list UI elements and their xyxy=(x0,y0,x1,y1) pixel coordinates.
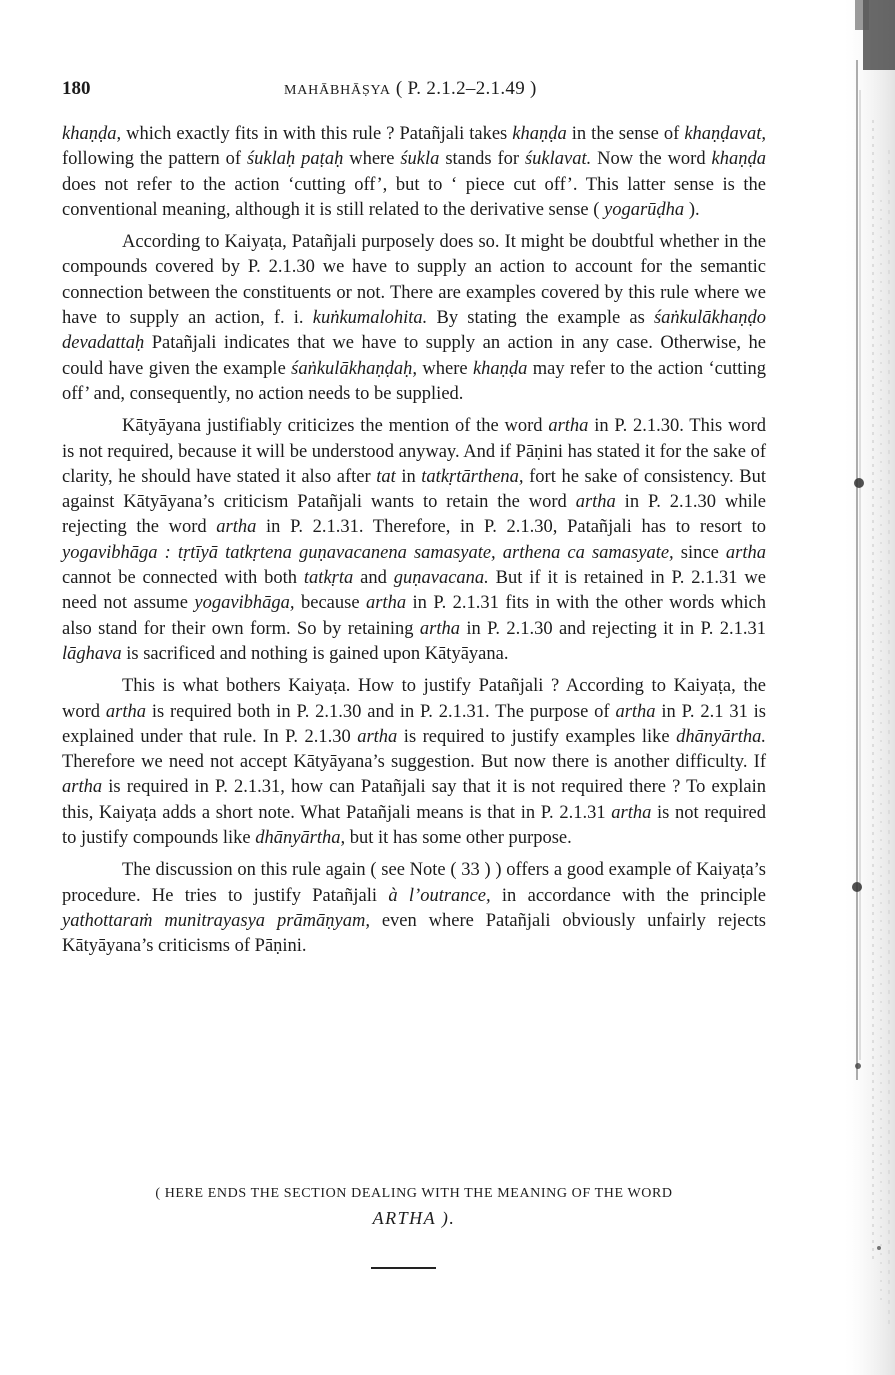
text-run: following the pattern of xyxy=(62,149,247,170)
italic-term: tat xyxy=(376,466,396,487)
text-run: may refer to the action ‘cutting off’ and, consequently, no action needs to be supplied. xyxy=(62,358,766,404)
italic-term: śukla xyxy=(400,149,440,170)
text-run: But if it is retained in P. 2.1.31 we need not assume xyxy=(62,568,766,614)
italic-term: śaṅkulākhaṇḍo devadattaḥ xyxy=(62,308,766,354)
italic-term: kuṅkumalohita. xyxy=(312,308,428,329)
text-run: but it has some other purpose. xyxy=(345,828,572,849)
italic-term: à l’outrance, xyxy=(388,885,491,906)
text-run: in P. 2.1.30 while rejecting the word xyxy=(62,492,766,538)
text-run: in xyxy=(395,466,422,487)
section-end-line-1: ( HERE ENDS THE SECTION DEALING WITH THE MEANING OF THE WORD xyxy=(155,1186,673,1201)
section-end-note xyxy=(82,1182,746,1230)
text-run: According to Kaiyaṭa, Patañjali purposely does so. It might be doubtful whether in the compounds covered by P. 2.1.30 we have to supply an action to account for the semantic connection between the constituents or not. There are examples covered by this rule where we have to supply an action, f. i. xyxy=(62,232,766,329)
text-run: since xyxy=(673,542,726,563)
italic-term: yogavibhāga, xyxy=(194,593,295,614)
italic-term: artha xyxy=(615,701,656,722)
italic-term: śuklavat. xyxy=(524,149,592,170)
italic-term: artha xyxy=(548,416,589,437)
paragraph-3 xyxy=(62,414,766,667)
section-end-line-2 xyxy=(82,1206,746,1230)
italic-term: khaṇḍa xyxy=(711,149,766,170)
body-text xyxy=(62,122,766,960)
text-run: Therefore we need not accept Kātyāyana’s suggestion. But now there is another difficulty. If xyxy=(62,752,766,773)
italic-term: yogavibhāga : tṛtīyā tatkṛtena guṇavacanena samasyate, arthena ca samasyate, xyxy=(62,542,674,563)
text-run: Kātyāyana justifiably criticizes the mention of the word xyxy=(122,416,549,437)
section-end-word: ARTHA xyxy=(372,1208,436,1228)
text-run: By stating the example as xyxy=(427,308,654,329)
italic-term: khaṇḍavat, xyxy=(684,124,766,144)
italic-term: guṇavacana. xyxy=(393,568,489,589)
paragraph-5 xyxy=(62,858,766,959)
text-run: where xyxy=(343,149,401,170)
text-run: The discussion on this rule again ( see Note ( 33 ) ) offers a good example of Kaiyaṭa’s procedure. He tries to justify Patañjali xyxy=(62,860,766,906)
italic-term: tatkṛta xyxy=(303,568,354,589)
running-title-reference: ( P. 2.1.2–2.1.49 ) xyxy=(395,78,537,99)
scan-binding-edge xyxy=(833,0,895,1375)
italic-term: artha xyxy=(725,542,766,563)
italic-term: artha xyxy=(105,701,146,722)
section-end-close: ). xyxy=(435,1208,456,1228)
italic-term: tatkṛtārthena, xyxy=(421,466,524,487)
text-run: in P. 2.1.31. Therefore, in P. 2.1.30, Patañjali has to resort to xyxy=(256,517,766,538)
text-run: where xyxy=(417,358,473,379)
italic-term: artha xyxy=(611,802,652,823)
text-run: in the sense of xyxy=(566,124,685,144)
italic-term: yogarūḍha xyxy=(604,199,685,220)
text-run: stands for xyxy=(439,149,525,170)
text-run: , which exactly fits in with this rule ? Patañjali takes xyxy=(116,124,513,144)
italic-term: artha xyxy=(419,618,460,639)
text-run: fort he sake of consistency. But against Kātyāyana’s criticism Patañjali wants to retain the word xyxy=(62,466,766,513)
italic-term: artha xyxy=(365,593,407,614)
text-run: cannot be connected with both xyxy=(62,568,304,589)
page-number: 180 xyxy=(62,78,91,99)
italic-term: artha xyxy=(575,492,616,513)
text-run: because xyxy=(294,593,366,614)
text-run: in P. 2.1.30 and rejecting it in P. 2.1.31 xyxy=(459,618,766,639)
section-end-rule xyxy=(371,1267,436,1269)
italic-term: dhānyārtha, xyxy=(255,828,346,849)
text-run: is required in P. 2.1.31, how can Patañjali say that it is not required there ? To explain this, Kaiyaṭa adds a short note. What Patañjali means is that in P. 2.1.31 xyxy=(62,777,766,823)
text-run: is not required to justify compounds like xyxy=(62,802,767,849)
paragraph-1 xyxy=(62,122,766,223)
italic-term: artha xyxy=(216,517,257,538)
text-run: Now the word xyxy=(591,149,712,170)
text-run: is sacrificed and nothing is gained upon Kātyāyana. xyxy=(121,643,509,664)
italic-term: khaṇḍa xyxy=(512,124,567,144)
text-run: in P. 2.1.30. This word is not required, because it will be understood anyway. And if Pāṇini has stated it for the sake of clarity, he should have stated it also after xyxy=(62,416,766,487)
italic-term: artha xyxy=(357,726,398,747)
text-run: in accordance with the principle xyxy=(490,885,767,906)
italic-term: khaṇḍa xyxy=(472,358,528,379)
text-run: Patañjali indicates that we have to supply an action in any case. Otherwise, he could have given the example xyxy=(62,333,766,379)
text-run: This is what bothers Kaiyaṭa. How to justify Patañjali ? According to Kaiyaṭa, the word xyxy=(62,676,766,722)
text-run: is required both in P. 2.1.30 and in P. 2.1.31. The purpose of xyxy=(145,701,616,722)
text-run: even where Patañjali obviously unfairly rejects Kātyāyana’s criticisms of Pāṇini. xyxy=(62,910,766,957)
text-run: is required to justify examples like xyxy=(397,726,677,747)
text-run: in P. 2.1 31 is explained under that rule. In P. 2.1.30 xyxy=(62,701,766,747)
page-header xyxy=(62,78,774,106)
italic-term: śuklaḥ paṭaḥ xyxy=(246,149,344,170)
text-run: ). xyxy=(684,199,700,220)
italic-term: artha xyxy=(62,777,103,798)
running-title xyxy=(284,78,537,100)
paragraph-2 xyxy=(62,230,766,407)
italic-term: lāghava xyxy=(62,643,122,664)
text-run: does not refer to the action ‘cutting off’, but to ‘ piece cut off’. This latter sense is the conventional meaning, although it is still related to the derivative sense ( xyxy=(62,174,766,220)
italic-term: khaṇḍa xyxy=(62,124,117,144)
text-run: in P. 2.1.31 fits in with the other words which also stand for their own form. So by retaining xyxy=(62,593,766,639)
italic-term: dhānyārtha. xyxy=(676,726,766,747)
italic-term: yathottaraṁ munitrayasya prāmāṇyam, xyxy=(62,910,370,931)
running-title-work: MAHĀBHĀṢYA xyxy=(284,83,391,98)
text-run: and xyxy=(353,568,394,589)
italic-term: śaṅkulākhaṇḍaḥ, xyxy=(291,358,418,379)
paragraph-4 xyxy=(62,674,766,851)
